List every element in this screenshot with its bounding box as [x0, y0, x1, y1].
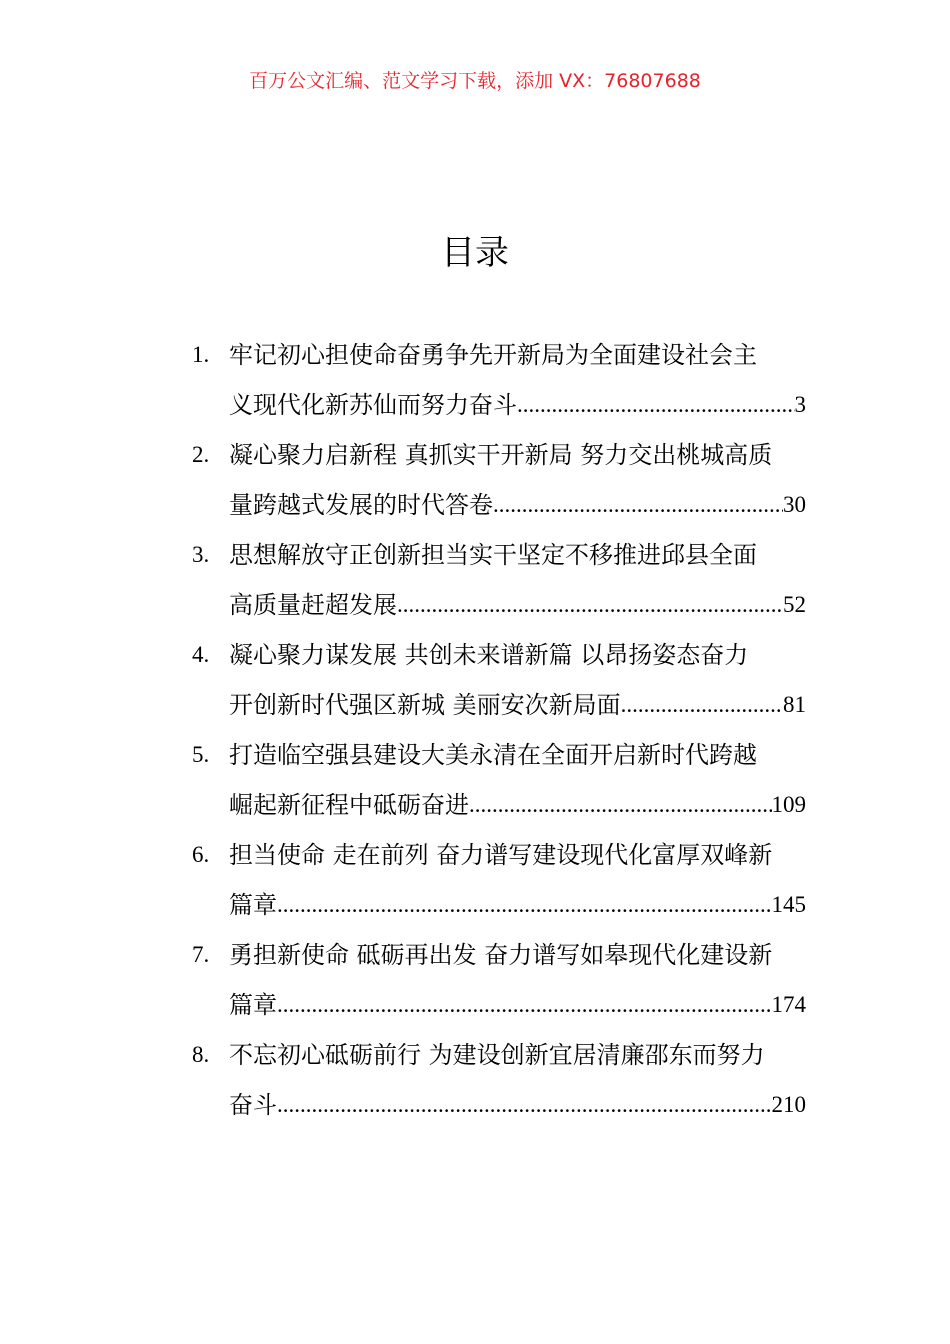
toc-title-line1: 牢记初心担使命奋勇争先开新局为全面建设社会主 — [229, 341, 757, 369]
toc-entry-2[interactable] — [192, 430, 806, 530]
toc-title-line1: 凝心聚力启新程 真抓实干开新局 努力交出桃城高质 — [229, 441, 773, 469]
watermark-header: 百万公文汇编、范文学习下载，添加 VX：76807688 — [249, 70, 701, 92]
toc-number: 7. — [192, 942, 210, 967]
toc-title-line2: 义现代化新苏仙而努力奋斗 — [229, 391, 517, 419]
dot-leader — [277, 1080, 772, 1130]
toc-entry-1[interactable] — [192, 330, 806, 430]
toc-title-line1: 打造临空强县建设大美永清在全面开启新时代跨越 — [229, 741, 757, 769]
toc-title-line1: 勇担新使命 砥砺再出发 奋力谱写如皋现代化建设新 — [229, 941, 773, 969]
toc-entry-7[interactable] — [192, 930, 806, 1030]
toc-number: 3. — [192, 542, 210, 567]
dot-leader — [277, 880, 772, 930]
toc-page-number: 3 — [794, 392, 806, 417]
toc-number: 4. — [192, 642, 210, 667]
toc-entry-8[interactable] — [192, 1030, 806, 1130]
toc-title-line1: 思想解放守正创新担当实干坚定不移推进邱县全面 — [229, 541, 757, 569]
dot-leader — [493, 480, 783, 530]
table-of-contents — [192, 330, 806, 1130]
toc-title-line2: 高质量赶超发展 — [229, 591, 397, 619]
toc-number: 6. — [192, 842, 210, 867]
toc-number: 5. — [192, 742, 210, 767]
toc-number: 1. — [192, 342, 210, 367]
toc-title-line2: 篇章 — [229, 891, 277, 919]
toc-page-number: 30 — [783, 492, 806, 517]
dot-leader — [517, 380, 795, 430]
dot-leader — [277, 980, 772, 1030]
toc-title-line2: 奋斗 — [229, 1091, 277, 1119]
toc-title-line1: 担当使命 走在前列 奋力谱写建设现代化富厚双峰新 — [229, 841, 773, 869]
toc-page-number: 52 — [783, 592, 806, 617]
toc-title-line1: 凝心聚力谋发展 共创未来谱新篇 以昂扬姿态奋力 — [229, 641, 749, 669]
toc-title-line1: 不忘初心砥砺前行 为建设创新宜居清廉邵东而努力 — [229, 1041, 765, 1069]
toc-page-number: 174 — [771, 992, 806, 1017]
dot-leader — [469, 780, 772, 830]
dot-leader — [397, 580, 783, 630]
toc-number: 2. — [192, 442, 210, 467]
toc-page-number: 145 — [771, 892, 806, 917]
toc-title-line2: 篇章 — [229, 991, 277, 1019]
toc-entry-3[interactable] — [192, 530, 806, 630]
toc-title-line2: 量跨越式发展的时代答卷 — [229, 491, 493, 519]
toc-title-line2: 崛起新征程中砥砺奋进 — [229, 791, 469, 819]
toc-page-number: 210 — [771, 1092, 806, 1117]
toc-page-number: 81 — [783, 692, 806, 717]
toc-title-line2: 开创新时代强区新城 美丽安次新局面 — [229, 691, 621, 719]
toc-entry-5[interactable] — [192, 730, 806, 830]
dot-leader — [621, 680, 783, 730]
toc-entry-4[interactable] — [192, 630, 806, 730]
page-title: 目录 — [441, 233, 509, 273]
toc-number: 8. — [192, 1042, 210, 1067]
toc-page-number: 109 — [771, 792, 806, 817]
toc-entry-6[interactable] — [192, 830, 806, 930]
